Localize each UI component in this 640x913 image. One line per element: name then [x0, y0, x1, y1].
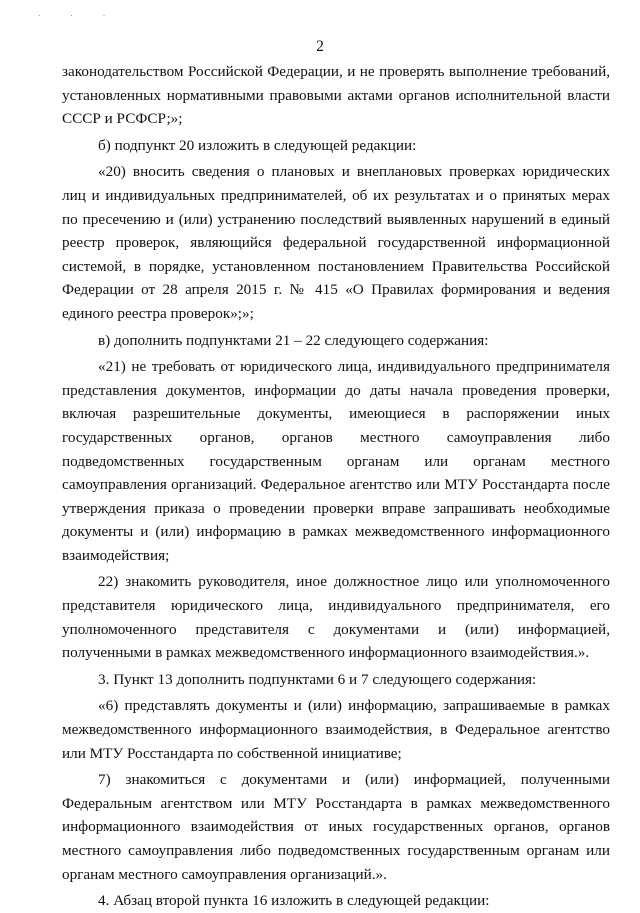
paragraph-item-3: 3. Пункт 13 дополнить подпунктами 6 и 7 следующего содержания:	[98, 670, 537, 688]
paragraph-subpoint-20: «20) вносить сведения о плановых и внеплановых проверках юридических лиц и индивидуальных предпринимателей, об их результатах и о принятых мерах по пресечению и (или) устранению последствий выявленных нарушений в единый реестр проверок, являющийся федеральной государственной информационной системой, в порядке, установленном постановлением Правительства Российской Федерации от 28 апреля 2015 г. № 415 «О Правилах формирования и ведения единого реестра проверок»;»;	[62, 163, 610, 322]
paragraph-subitem-v: в) дополнить подпунктами 21 – 22 следующего содержания:	[98, 331, 489, 349]
paragraph-subitem-b: б) подпункт 20 изложить в следующей редакции:	[98, 136, 417, 154]
paragraph-item-4: 4. Абзац второй пункта 16 изложить в следующей редакции:	[98, 892, 490, 910]
paragraph-continuation: законодательством Российской Федерации, и не проверять выполнение требований, установленных нормативными правовыми актами органов исполнительной власти СССР и РСФСР;»;	[62, 63, 610, 128]
page-number: 2	[316, 38, 324, 55]
paragraph-subpoint-7: 7) знакомиться с документами и (или) информацией, полученными Федеральным агентством или МТУ Росстандарта в рамках межведомственного информационного взаимодействия от иных государственных органов, органов местного самоуправления либо подведомственных государственным органам или органам местного самоуправления организаций.».	[62, 771, 610, 883]
scan-artifact-marks: · · ·	[38, 12, 120, 20]
document-body	[62, 60, 610, 913]
paragraph-subpoint-22: 22) знакомить руководителя, иное должностное лицо или уполномоченного представителя юридического лица, индивидуального предпринимателя, его уполномоченного представителя с документами и (или) информацией, полученными в рамках межведомственного информационного взаимодействия.».	[62, 573, 610, 662]
paragraph-subpoint-21: «21) не требовать от юридического лица, индивидуального предпринимателя представления документов, информации до даты начала проведения проверки, включая разрешительные документы, имеющиеся в распоряжении иных государственных органов, органов местного самоуправления либо подведомственных государственным органам или органам местного самоуправления организаций. Федеральное агентство или МТУ Росстандарта после утверждения приказа о проведении проверки вправе запрашивать необходимые документы и (или) информацию в рамках межведомственного информационного взаимодействия;	[62, 358, 610, 564]
paragraph-subpoint-6: «6) представлять документы и (или) информацию, запрашиваемые в рамках межведомственного информационного взаимодействия, в Федеральное агентство или МТУ Росстандарта по собственной инициативе;	[62, 697, 610, 762]
